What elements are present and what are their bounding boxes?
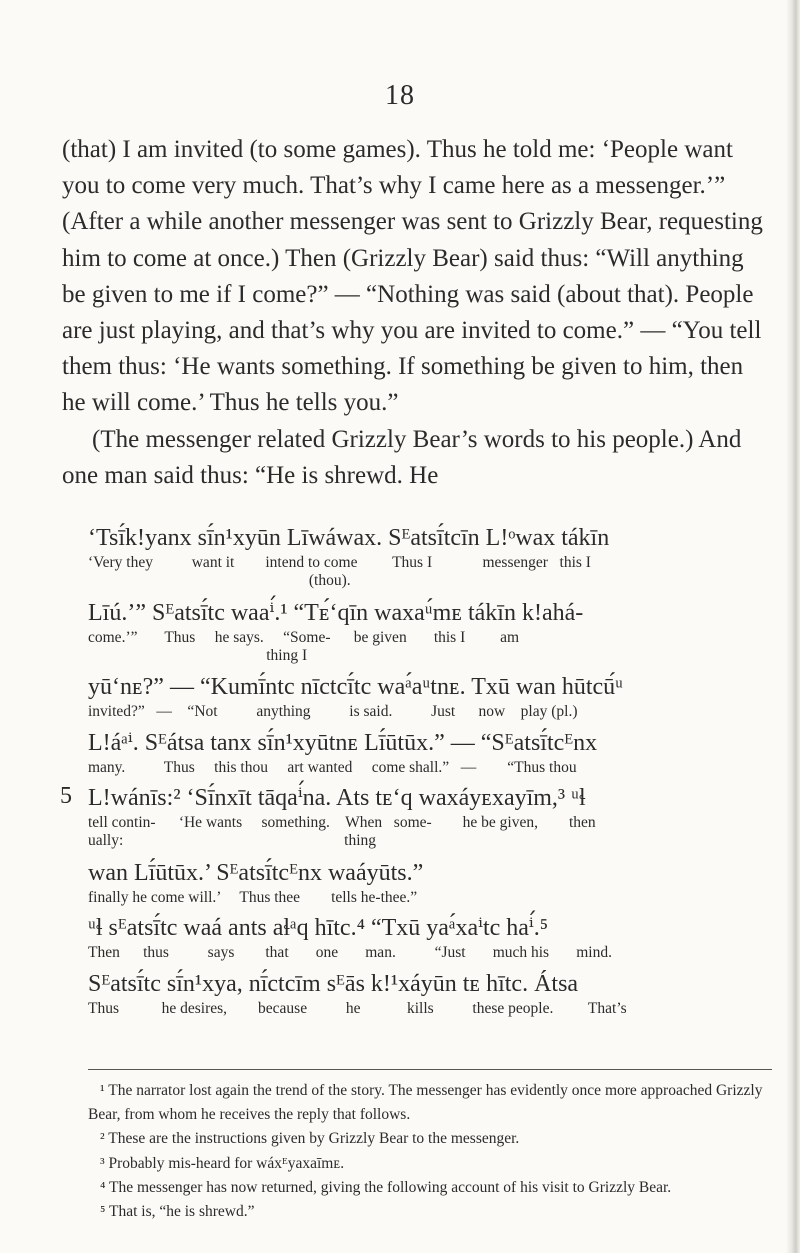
native-text: L!áᵃⁱ. Sᴱátsa tanx sī́n¹xyūtnᴇ Lī́ūtūx.” — “Sᴱatsī́tcᴱnx: [88, 729, 598, 756]
line-number: 5: [60, 783, 72, 809]
prose-block: [62, 132, 768, 494]
interlinear-line: [88, 858, 768, 914]
gloss-text: invited?” — “Not anything is said. Just now play (pl.): [88, 703, 578, 720]
gloss-text: ‘Very they want it intend to come Thus I messenger this I: [88, 554, 591, 571]
prose-paragraph: (that) I am invited (to some games). Thus he told me: ‘People want you to come very much. That’s why I came here as a messenger.’” (After a while another messenger was sent to Grizzly Bear, requesting him to come at once.) Then (Grizzly Bear) said thus: “Will anything be given to me if I come?” — “Nothing was said (about that). People are just playing, and that’s why you are invited to come.” — “You tell them thus: ‘He wants something. If something be given to him, then he will come.’ Thus he tells you.”: [62, 136, 763, 417]
native-text: yū‘nᴇ?” — “Kumī́ntc nīctcī́tc waᵃ́aᵘtnᴇ. Txū wan hūtcū́ᵘ: [88, 674, 624, 700]
native-text: Līú.’” Sᴱatsī́tc waaⁱ́.¹ “Tᴇ́‘qīn waxaᵘ́mᴇ tákīn k!ahá-: [88, 599, 584, 626]
page-edge-shadow: [786, 0, 800, 1253]
gloss-text: many. Thus this thou art wanted come shall.” — “Thus thou: [88, 758, 577, 776]
interlinear-line: [88, 598, 768, 673]
gloss-text: tell contin- ‘He wants something. When some- he be given, then: [88, 814, 596, 831]
gloss-text-continued: ually: thing: [88, 832, 377, 849]
page-number: 18: [385, 80, 415, 111]
gloss-text: come.’” Thus he says. “Some- be given this I am: [88, 628, 520, 646]
footnotes: [88, 1079, 772, 1224]
gloss-text: Thus he desires, because he kills these people. That’s: [88, 999, 627, 1017]
footnote: ⁴ The messenger has now returned, giving the following account of his visit to Grizzly Bear.: [100, 1178, 672, 1196]
native-text: L!wánīs:² ‘Sī́nxīt tāqaⁱ́na. Ats tᴇ‘q waxáyᴇxayīm,³ ᵘɬ: [88, 785, 586, 811]
interlinear-line: [88, 728, 768, 784]
interlinear-line: [88, 523, 768, 598]
footnote: ¹ The narrator lost again the trend of the story. The messenger has evidently once more approached Grizzly Bear, from whom he receives the reply that follows.: [88, 1082, 763, 1124]
footnote: ³ Probably mis-heard for wáxᴱyaxaīmᴇ.: [100, 1154, 345, 1172]
native-text: Sᴱatsī́tc sī́n¹xya, nī́ctcīm sᴱās k!¹xáyūn tᴇ hītc. Átsa: [88, 970, 579, 997]
interlinear-line: [88, 913, 768, 969]
interlinear-text: [60, 523, 768, 1024]
interlinear-line: [88, 969, 768, 1025]
prose-paragraph: (The messenger related Grizzly Bear’s words to his people.) And one man said thus: “He is shrewd. He: [62, 425, 742, 489]
footnote: ⁵ That is, “he is shrewd.”: [100, 1203, 255, 1221]
footnote-divider: [88, 1069, 772, 1070]
interlinear-line: [60, 783, 768, 858]
gloss-text: finally he come will.’ Thus thee tells he-thee.”: [88, 888, 418, 906]
native-text: ‘Tsī́k!yanx sī́n¹xyūn Līwáwax. Sᴱatsī́tcīn L!ᵒwax tákīn: [88, 525, 610, 551]
gloss-text-continued: thing I: [88, 646, 308, 664]
gloss-text: Then thus says that one man. “Just much his mind.: [88, 944, 612, 961]
native-text: wan Lī́ūtūx.’ Sᴱatsī́tcᴱnx waáyūts.”: [88, 859, 424, 886]
native-text: ᵘɬ sᴱatsī́tc waá ants aɬᵃq hītc.⁴ “Txū yaᵃ́xaⁱtc haⁱ́.⁵: [88, 915, 549, 941]
footnote: ² These are the instructions given by Grizzly Bear to the messenger.: [100, 1130, 520, 1148]
gloss-text-continued: (thou).: [88, 572, 351, 589]
interlinear-line: [88, 672, 768, 728]
